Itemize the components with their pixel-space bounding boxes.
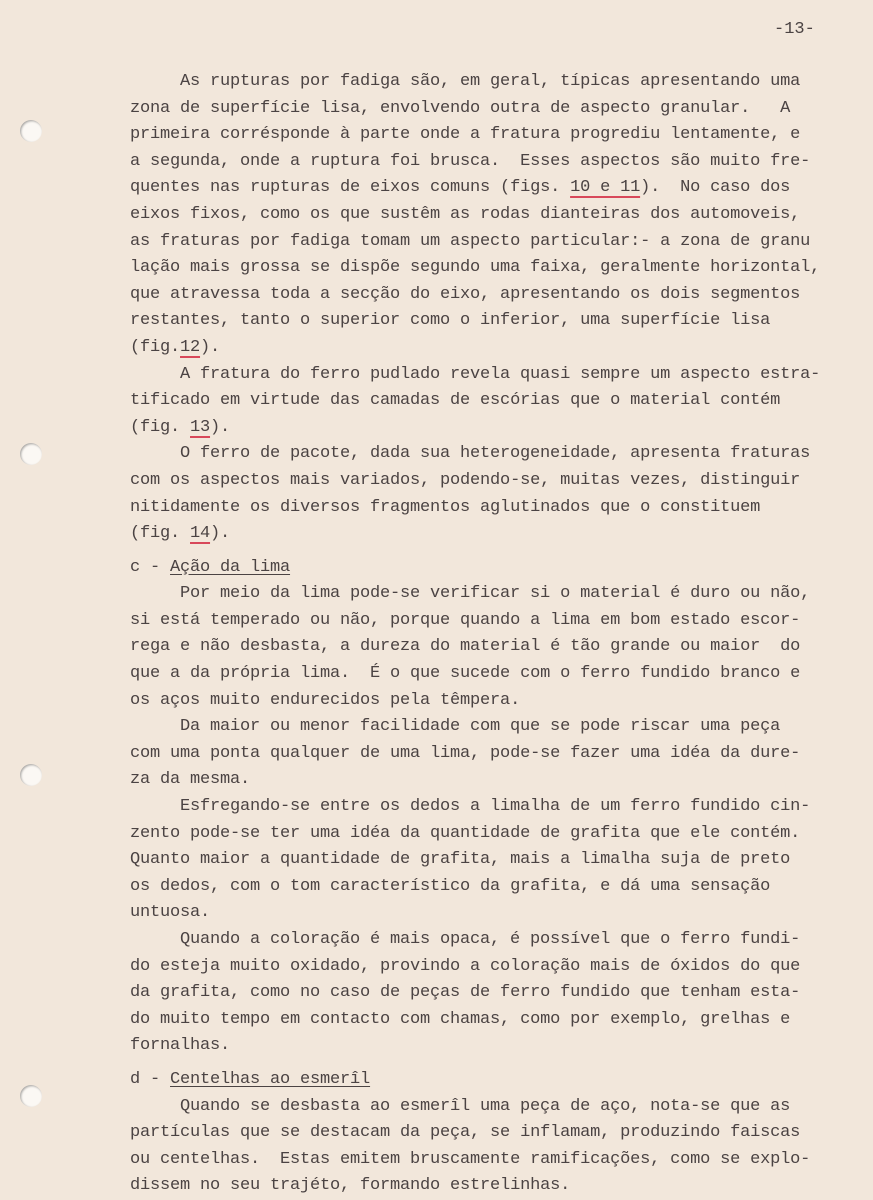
figure-reference: 10 e 11 (570, 178, 641, 198)
text-line (130, 362, 850, 389)
text-segment: rega e não desbasta, a dureza do material é tão grande ou maior do (130, 637, 801, 657)
text-line (130, 688, 850, 715)
page-number: -13- (774, 20, 815, 39)
text-segment: tificado em virtude das camadas de escórias que o material contém (130, 391, 781, 411)
text-segment: ). (210, 524, 231, 544)
text-line (130, 495, 850, 522)
text-segment: ). (210, 417, 231, 437)
text-line (130, 521, 850, 548)
figure-reference: 13 (190, 417, 211, 437)
text-line (130, 1120, 850, 1147)
text-segment: (fig. (130, 337, 181, 357)
text-segment: d - (130, 1069, 171, 1089)
text-segment: si está temperado ou não, porque quando a lima em bom estado escor- (130, 610, 801, 630)
text-segment: Da maior ou menor facilidade com que se pode riscar uma peça (180, 717, 781, 737)
text-segment: Quando se desbasta ao esmerîl uma peça de aço, nota-se que as (180, 1096, 791, 1116)
text-segment: c - (130, 557, 171, 577)
text-segment: do muito tempo em contacto com chamas, como por exemplo, grelhas e (130, 1009, 791, 1029)
text-segment: ). No caso dos (640, 178, 791, 198)
text-segment: primeira corrésponde à parte onde a fratura progrediu lentamente, e (130, 125, 801, 145)
text-segment: Quanto maior a quantidade de grafita, mais a limalha suja de preto (130, 850, 791, 870)
text-segment: zento pode-se ter uma idéa da quantidade de grafita que ele contém. (130, 823, 801, 843)
text-segment: lação mais grossa se dispõe segundo uma faixa, geralmente horizontal, (130, 258, 821, 278)
text-line (130, 415, 850, 442)
text-line (130, 714, 850, 741)
text-line (130, 229, 850, 256)
text-segment: com os aspectos mais variados, podendo-se, muitas vezes, distinguir (130, 470, 801, 490)
text-segment: A fratura do ferro pudlado revela quasi sempre um aspecto estra- (180, 364, 821, 384)
text-line (130, 661, 850, 688)
text-segment: os aços muito endurecidos pela têmpera. (130, 690, 521, 710)
text-line (130, 1033, 850, 1060)
text-line (130, 308, 850, 335)
text-segment: Quando a coloração é mais opaca, é possível que o ferro fundi- (180, 930, 801, 949)
punch-hole (20, 764, 42, 786)
punch-hole (20, 120, 42, 142)
text-segment: a segunda, onde a ruptura foi brusca. Esses aspectos são muito fre- (130, 151, 811, 171)
text-segment: os dedos, com o tom característico da grafita, e dá uma sensação (130, 876, 771, 896)
text-segment: do esteja muito oxidado, provindo a coloração mais de óxidos do que (130, 956, 801, 976)
text-line (130, 468, 850, 495)
text-line (130, 69, 850, 96)
text-line (130, 255, 850, 282)
text-segment: que atravessa toda a secção do eixo, apresentando os dois segmentos (130, 284, 801, 304)
text-line (130, 1173, 850, 1200)
text-segment: (fig. (130, 524, 191, 544)
text-line (130, 581, 850, 608)
text-segment: partículas que se destacam da peça, se inflamam, produzindo faiscas (130, 1123, 801, 1143)
text-line (130, 874, 850, 901)
text-segment: zona de superfície lisa, envolvendo outra de aspecto granular. A (130, 98, 791, 118)
text-line (130, 741, 850, 768)
text-segment: restantes, tanto o superior como o inferior, uma superfície lisa (130, 311, 771, 331)
text-segment: ou centelhas. Estas emitem bruscamente ramificações, como se explo- (130, 1149, 811, 1169)
text-segment: Por meio da lima pode-se verificar si o material é duro ou não, (180, 584, 811, 604)
text-line (130, 441, 850, 468)
text-line (130, 1147, 850, 1174)
text-segment: (fig. (130, 417, 191, 437)
text-line (130, 608, 850, 635)
document-body (130, 69, 850, 1200)
text-segment: As rupturas por fadiga são, em geral, típicas apresentando uma (180, 72, 801, 91)
text-line (130, 175, 850, 202)
heading-title: Ação da lima (170, 557, 291, 577)
text-segment: nitidamente os diversos fragmentos aglutinados que o constituem (130, 497, 761, 517)
punch-hole (20, 1085, 42, 1107)
text-segment: que a da própria lima. É o que sucede com o ferro fundido branco e (130, 664, 801, 684)
text-segment: O ferro de pacote, dada sua heterogeneidade, apresenta fraturas (180, 444, 811, 464)
text-segment: quentes nas rupturas de eixos comuns (figs. (130, 178, 571, 198)
text-segment: za da mesma. (130, 770, 251, 790)
section-heading (130, 555, 850, 582)
text-segment: fornalhas. (130, 1036, 231, 1056)
heading-title: Centelhas ao esmerîl (170, 1069, 371, 1089)
punch-hole (20, 443, 42, 465)
text-segment: da grafita, como no caso de peças de ferro fundido que tenham esta- (130, 983, 801, 1003)
text-line (130, 847, 850, 874)
text-line (130, 282, 850, 309)
text-segment: ). (200, 337, 221, 357)
text-line (130, 821, 850, 848)
text-line (130, 980, 850, 1007)
text-line (130, 202, 850, 229)
text-line (130, 122, 850, 149)
text-segment: Esfregando-se entre os dedos a limalha de um ferro fundido cin- (180, 797, 811, 817)
text-segment: dissem no seu trajéto, formando estrelinhas. (130, 1176, 571, 1196)
text-line (130, 388, 850, 415)
text-line (130, 927, 850, 954)
text-line (130, 900, 850, 927)
text-line (130, 954, 850, 981)
figure-reference: 14 (190, 524, 211, 544)
figure-reference: 12 (180, 337, 201, 357)
text-line (130, 767, 850, 794)
text-segment: as fraturas por fadiga tomam um aspecto particular:- a zona de granu (130, 231, 811, 251)
text-segment: eixos fixos, como os que sustêm as rodas dianteiras dos automoveis, (130, 204, 801, 224)
text-line (130, 634, 850, 661)
text-line (130, 1007, 850, 1034)
text-line (130, 96, 850, 123)
text-segment: com uma ponta qualquer de uma lima, pode-se fazer uma idéa da dure- (130, 743, 801, 763)
text-line (130, 1094, 850, 1121)
text-line (130, 149, 850, 176)
text-line (130, 335, 850, 362)
text-segment: untuosa. (130, 903, 211, 923)
text-line (130, 794, 850, 821)
section-heading (130, 1067, 850, 1094)
